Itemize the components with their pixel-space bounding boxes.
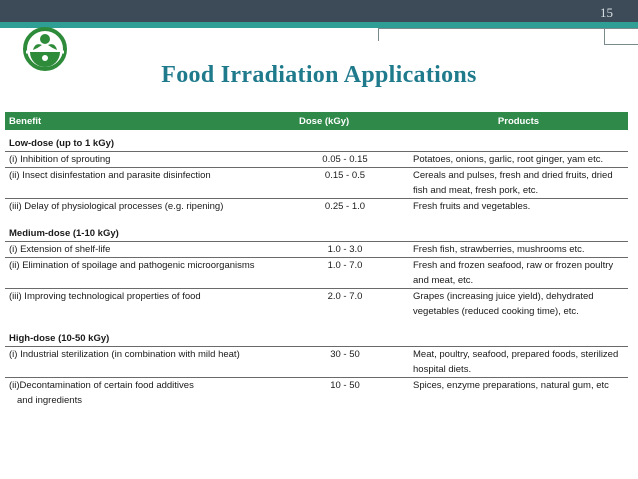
- table-row: [5, 168, 628, 199]
- table-header-row: [5, 112, 628, 130]
- section-header: [5, 130, 628, 152]
- benefit-line: (ii) Insect disinfestation and parasite disinfection: [9, 170, 211, 181]
- dose-cell: 10 - 50: [330, 380, 360, 391]
- table-row: [5, 199, 628, 215]
- section-title: Low-dose (up to 1 kGy): [5, 130, 628, 152]
- header-products: Products: [497, 115, 540, 127]
- dose-cell: 1.0 - 3.0: [281, 242, 409, 258]
- benefit-cell: [5, 347, 281, 378]
- corner-decoration-small: [604, 28, 638, 45]
- products-line: hospital diets.: [413, 364, 472, 375]
- products-cell: [409, 199, 628, 215]
- page-title: Food Irradiation Applications: [161, 62, 477, 88]
- products-cell: [409, 152, 628, 168]
- benefit-cell: [5, 152, 281, 168]
- products-line: Spices, enzyme preparations, natural gum, etc: [413, 380, 609, 391]
- products-line: and meat, etc.: [413, 275, 474, 286]
- products-cell: [409, 242, 628, 258]
- products-line: Fresh and frozen seafood, raw or frozen poultry: [413, 260, 614, 271]
- benefit-cell: [5, 168, 281, 199]
- table-row: [5, 289, 628, 320]
- section-header: [5, 214, 628, 242]
- table-row: [5, 347, 628, 378]
- products-line: Grapes (increasing juice yield), dehydrated: [413, 291, 594, 302]
- section-title: Medium-dose (1-10 kGy): [5, 214, 628, 242]
- page-number: 15: [600, 5, 613, 20]
- benefit-line: and ingredients: [17, 395, 82, 406]
- header-dose: Dose (kGy): [299, 115, 350, 127]
- benefit-line: (i) Inhibition of sprouting: [9, 154, 111, 165]
- benefit-cell: [5, 199, 281, 215]
- benefit-cell: [5, 289, 281, 320]
- products-line: Cereals and pulses, fresh and dried fruits, dried: [413, 170, 613, 181]
- products-cell: [409, 347, 628, 378]
- dose-cell: 0.15 - 0.5: [281, 168, 409, 199]
- benefit-cell: [5, 242, 281, 258]
- products-line: vegetables (reduced cooking time), etc.: [413, 306, 579, 317]
- products-line: Meat, poultry, seafood, prepared foods, sterilized: [413, 349, 619, 360]
- benefit-line: (iii) Improving technological properties of food: [9, 291, 201, 302]
- top-bar: [0, 0, 638, 22]
- benefit-line: (ii) Elimination of spoilage and pathogenic microorganisms: [9, 260, 255, 271]
- benefit-line: (i) Extension of shelf-life: [9, 244, 111, 255]
- benefit-line: (ii)Decontamination of certain food additives: [9, 380, 194, 391]
- header-benefit: Benefit: [9, 115, 42, 127]
- dose-cell: 30 - 50: [281, 347, 409, 378]
- corner-decoration: [378, 28, 638, 41]
- section-title: High-dose (10-50 kGy): [5, 319, 628, 347]
- products-cell: [409, 258, 628, 289]
- table-row: [5, 378, 628, 409]
- table-row: [5, 242, 628, 258]
- products-line: fish and meat, fresh pork, etc.: [413, 185, 539, 196]
- products-line: Fresh fish, strawberries, mushrooms etc.: [413, 244, 585, 255]
- benefit-line: (iii) Delay of physiological processes (e.g. ripening): [9, 201, 224, 212]
- benefit-line: (i) Industrial sterilization (in combination with mild heat): [9, 349, 240, 360]
- benefit-cell: [5, 258, 281, 289]
- products-cell: [409, 378, 628, 409]
- benefit-cell: [5, 378, 281, 409]
- products-line: Potatoes, onions, garlic, root ginger, yam etc.: [413, 154, 604, 165]
- dose-cell: 1.0 - 7.0: [281, 258, 409, 289]
- products-cell: [409, 289, 628, 320]
- section-header: [5, 319, 628, 347]
- table-row: [5, 258, 628, 289]
- products-line: Fresh fruits and vegetables.: [413, 201, 531, 212]
- dose-cell: 2.0 - 7.0: [327, 291, 363, 302]
- dose-cell: 0.25 - 1.0: [324, 201, 366, 212]
- dose-cell: 0.05 - 0.15: [281, 152, 409, 168]
- table-row: [5, 152, 628, 168]
- irradiation-table: [5, 112, 628, 408]
- products-cell: [409, 168, 628, 199]
